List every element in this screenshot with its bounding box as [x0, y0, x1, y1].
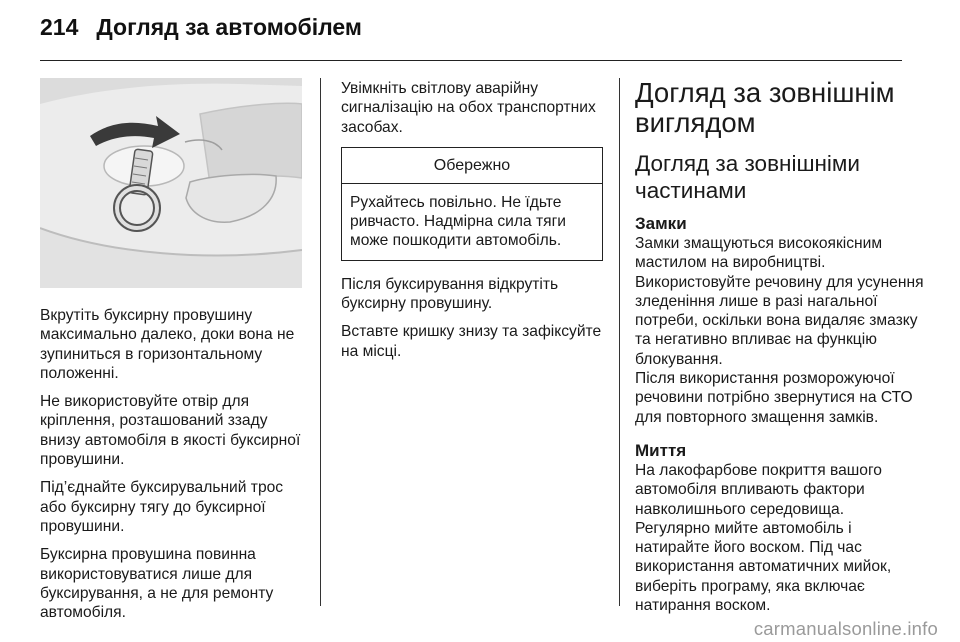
- paragraph-locks-lubricated: Замки змащуються високоякісним мастилом на виробництві.: [635, 235, 883, 272]
- paragraph-screw-in-eye: Вкрутіть буксирну провушину максимально далеко, доки вона не зупиниться в горизонтальному положенні.: [40, 307, 295, 382]
- column-divider: [619, 78, 620, 606]
- paragraph-attach-tow-rope: Під’єднайте буксирувальний трос або буксирну тягу до буксирної провушини.: [40, 479, 284, 535]
- towing-eye-illustration: [40, 78, 302, 288]
- paragraph-unscrew-eye: Після буксирування відкрутіть буксирну провушину.: [341, 275, 559, 313]
- paragraph-de-icer: Використовуйте речовину для усунення зледеніння лише в разі нагальної потреби, оскільки вона видаляє змазку та негативно впливає на функцію блокування.: [635, 273, 924, 368]
- washing-heading: Миття: [635, 440, 687, 460]
- paragraph-insert-cover: Вставте кришку знизу та зафіксуйте на місці.: [341, 323, 602, 360]
- middle-column: [341, 79, 605, 370]
- right-column: [635, 78, 925, 615]
- section-title: Догляд за зовнішнім виглядом: [635, 77, 895, 138]
- towing-eye-screw-in-icon: [40, 78, 302, 288]
- paragraph-paint-environment: На лакофарбове покриття вашого автомобіля впливають фактори навколишнього середовища.: [635, 461, 882, 518]
- left-column: [40, 306, 308, 631]
- paragraph-hazard-lights: Увімкніть світлову аварійну сигналізацію на обох транспортних засобах.: [341, 80, 596, 136]
- caution-title: Обережно: [342, 148, 602, 184]
- page-header: [40, 14, 362, 48]
- caution-box: [341, 147, 603, 261]
- watermark: carmanualsonline.info: [753, 618, 938, 639]
- subsection-title: Догляд за зовнішніми частинами: [635, 151, 860, 203]
- column-divider: [320, 78, 321, 606]
- header-rule: [40, 60, 902, 61]
- paragraph-do-not-use-lashing-eye: Не використовуйте отвір для кріплення, розташований ззаду внизу автомобіля в якості буксирної провушини.: [40, 393, 301, 469]
- caution-text: Рухайтесь повільно. Не їдьте ривчасто. Надмірна сила тяги може пошкодити автомобіль.: [350, 193, 566, 250]
- page-number: 214: [40, 14, 79, 40]
- paragraph-towing-only: Буксирна провушина повинна використовуватися лише для буксирування, а не для ремонту автомобіля.: [40, 546, 274, 622]
- paragraph-regular-wash: Регулярно мийте автомобіль і натирайте його воском. Під час використання автоматичних мийок, виберіть програму, яка включає натирання воском.: [635, 519, 892, 615]
- paragraph-after-de-icer: Після використання розморожуючої речовини потрібно звернутися на СТО для повторного змащення замків.: [635, 370, 913, 426]
- page-title: Догляд за автомобілем: [96, 14, 362, 40]
- locks-heading: Замки: [635, 214, 687, 233]
